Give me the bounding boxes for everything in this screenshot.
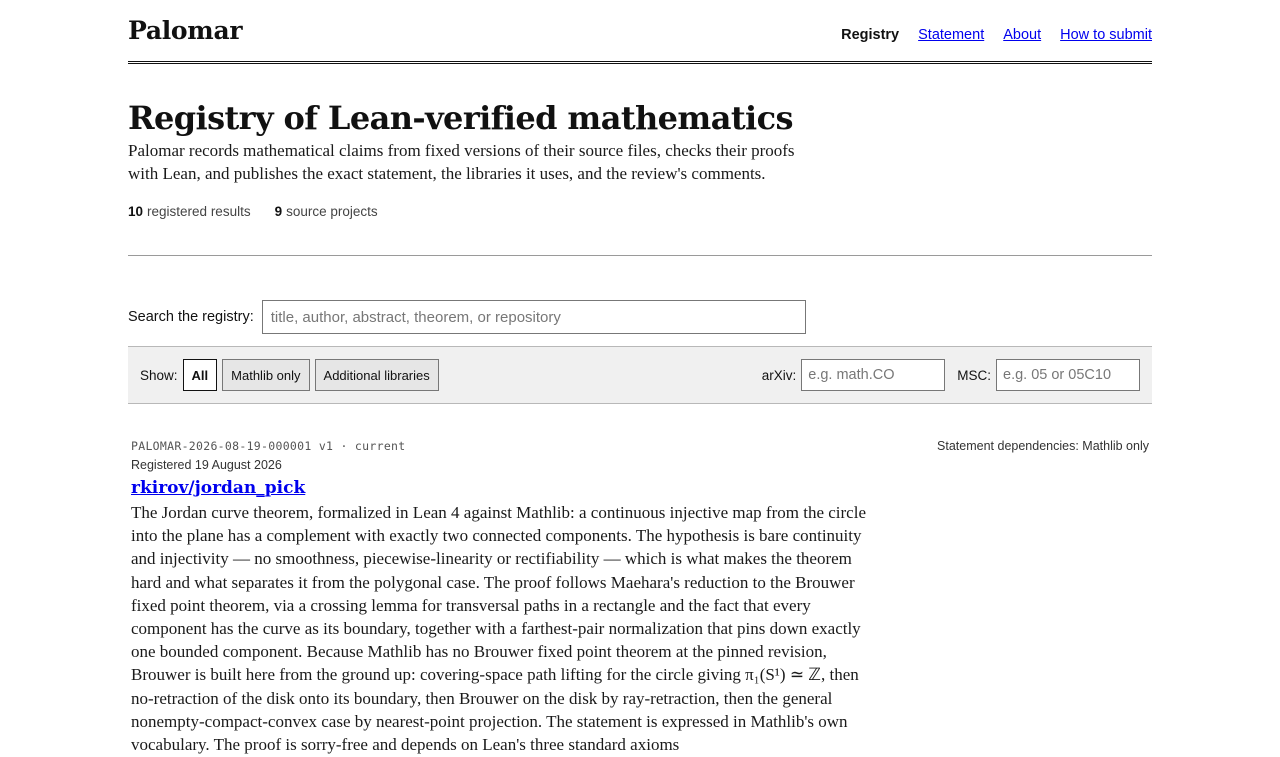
stat-source-projects: 9 source projects: [274, 204, 378, 219]
entry-registered-date: Registered 19 August 2026: [131, 458, 282, 472]
nav-statement-link[interactable]: Statement: [918, 27, 985, 43]
msc-label: MSC:: [957, 367, 991, 383]
classification-filter-group: [762, 359, 1140, 391]
arxiv-input[interactable]: [801, 359, 945, 391]
search-row: [128, 300, 1152, 334]
site-logo[interactable]: Palomar: [128, 16, 243, 45]
page: [128, 0, 1152, 756]
main-nav: [841, 27, 1152, 43]
show-label: Show:: [140, 367, 178, 383]
show-filter-group: [140, 359, 444, 391]
search-input[interactable]: [262, 300, 806, 334]
nav-registry[interactable]: Registry: [841, 27, 900, 43]
filter-mathlib-only-button[interactable]: Mathlib only: [222, 359, 309, 391]
intro-section: [128, 64, 1152, 256]
filter-all-button[interactable]: All: [183, 359, 218, 391]
nav-about-link[interactable]: About: [1003, 27, 1042, 43]
page-title: Registry of Lean-verified mathematics: [128, 99, 793, 137]
site-header: [128, 0, 1152, 64]
filter-bar: [128, 346, 1152, 404]
msc-input[interactable]: [996, 359, 1140, 391]
entry-title-link[interactable]: rkirov/jordan_pick: [131, 478, 306, 498]
registry-entry: [128, 439, 1152, 756]
registry-stats: [128, 204, 1152, 219]
entry-abstract: The Jordan curve theorem, formalized in Lean 4 against Mathlib: a continuous injective map from the circle into the plane has a complement with exactly two connected components. The hypothesis is bare continuity and injectivity — no smoothness, piecewise-linearity or rectifiability — which is what makes the theorem hard and what separates it from the polygonal case. The proof follows Maehara's reduction to the Brouwer fixed point theorem, via a crossing lemma for transversal paths in a rectangle and the fact that every component has the curve as its boundary, together with a farthest-pair normalization that pins down exactly one bounded component. Because Mathlib has no Brouwer fixed point theorem at the pinned revision, Brouwer is built here from the ground up: covering-space path lifting for the circle giving π₁(S¹) ≃ ℤ, then no-retraction of the disk onto its boundary, then Brouwer on the disk by ray-retraction, then the general nonempty-compact-convex case by nearest-point projection. The statement is expressed in Mathlib's own vocabulary. The proof is sorry-free and depends on Lean's three standard axioms: [131, 503, 866, 755]
entry-id: PALOMAR-2026-08-19-000001 v1 · current: [131, 439, 406, 453]
search-label: Search the registry:: [128, 309, 254, 325]
filter-additional-libraries-button[interactable]: Additional libraries: [315, 359, 439, 391]
entry-dependencies: Statement dependencies: Mathlib only: [937, 439, 1149, 453]
stat-registered-results: 10 registered results: [128, 204, 251, 219]
page-description: Palomar records mathematical claims from fixed versions of their source files, checks their proofs with Lean, and publishes the exact statement, the libraries it uses, and the review's comments.: [128, 141, 795, 183]
nav-how-to-submit-link[interactable]: How to submit: [1060, 27, 1152, 43]
arxiv-label: arXiv:: [761, 367, 797, 383]
